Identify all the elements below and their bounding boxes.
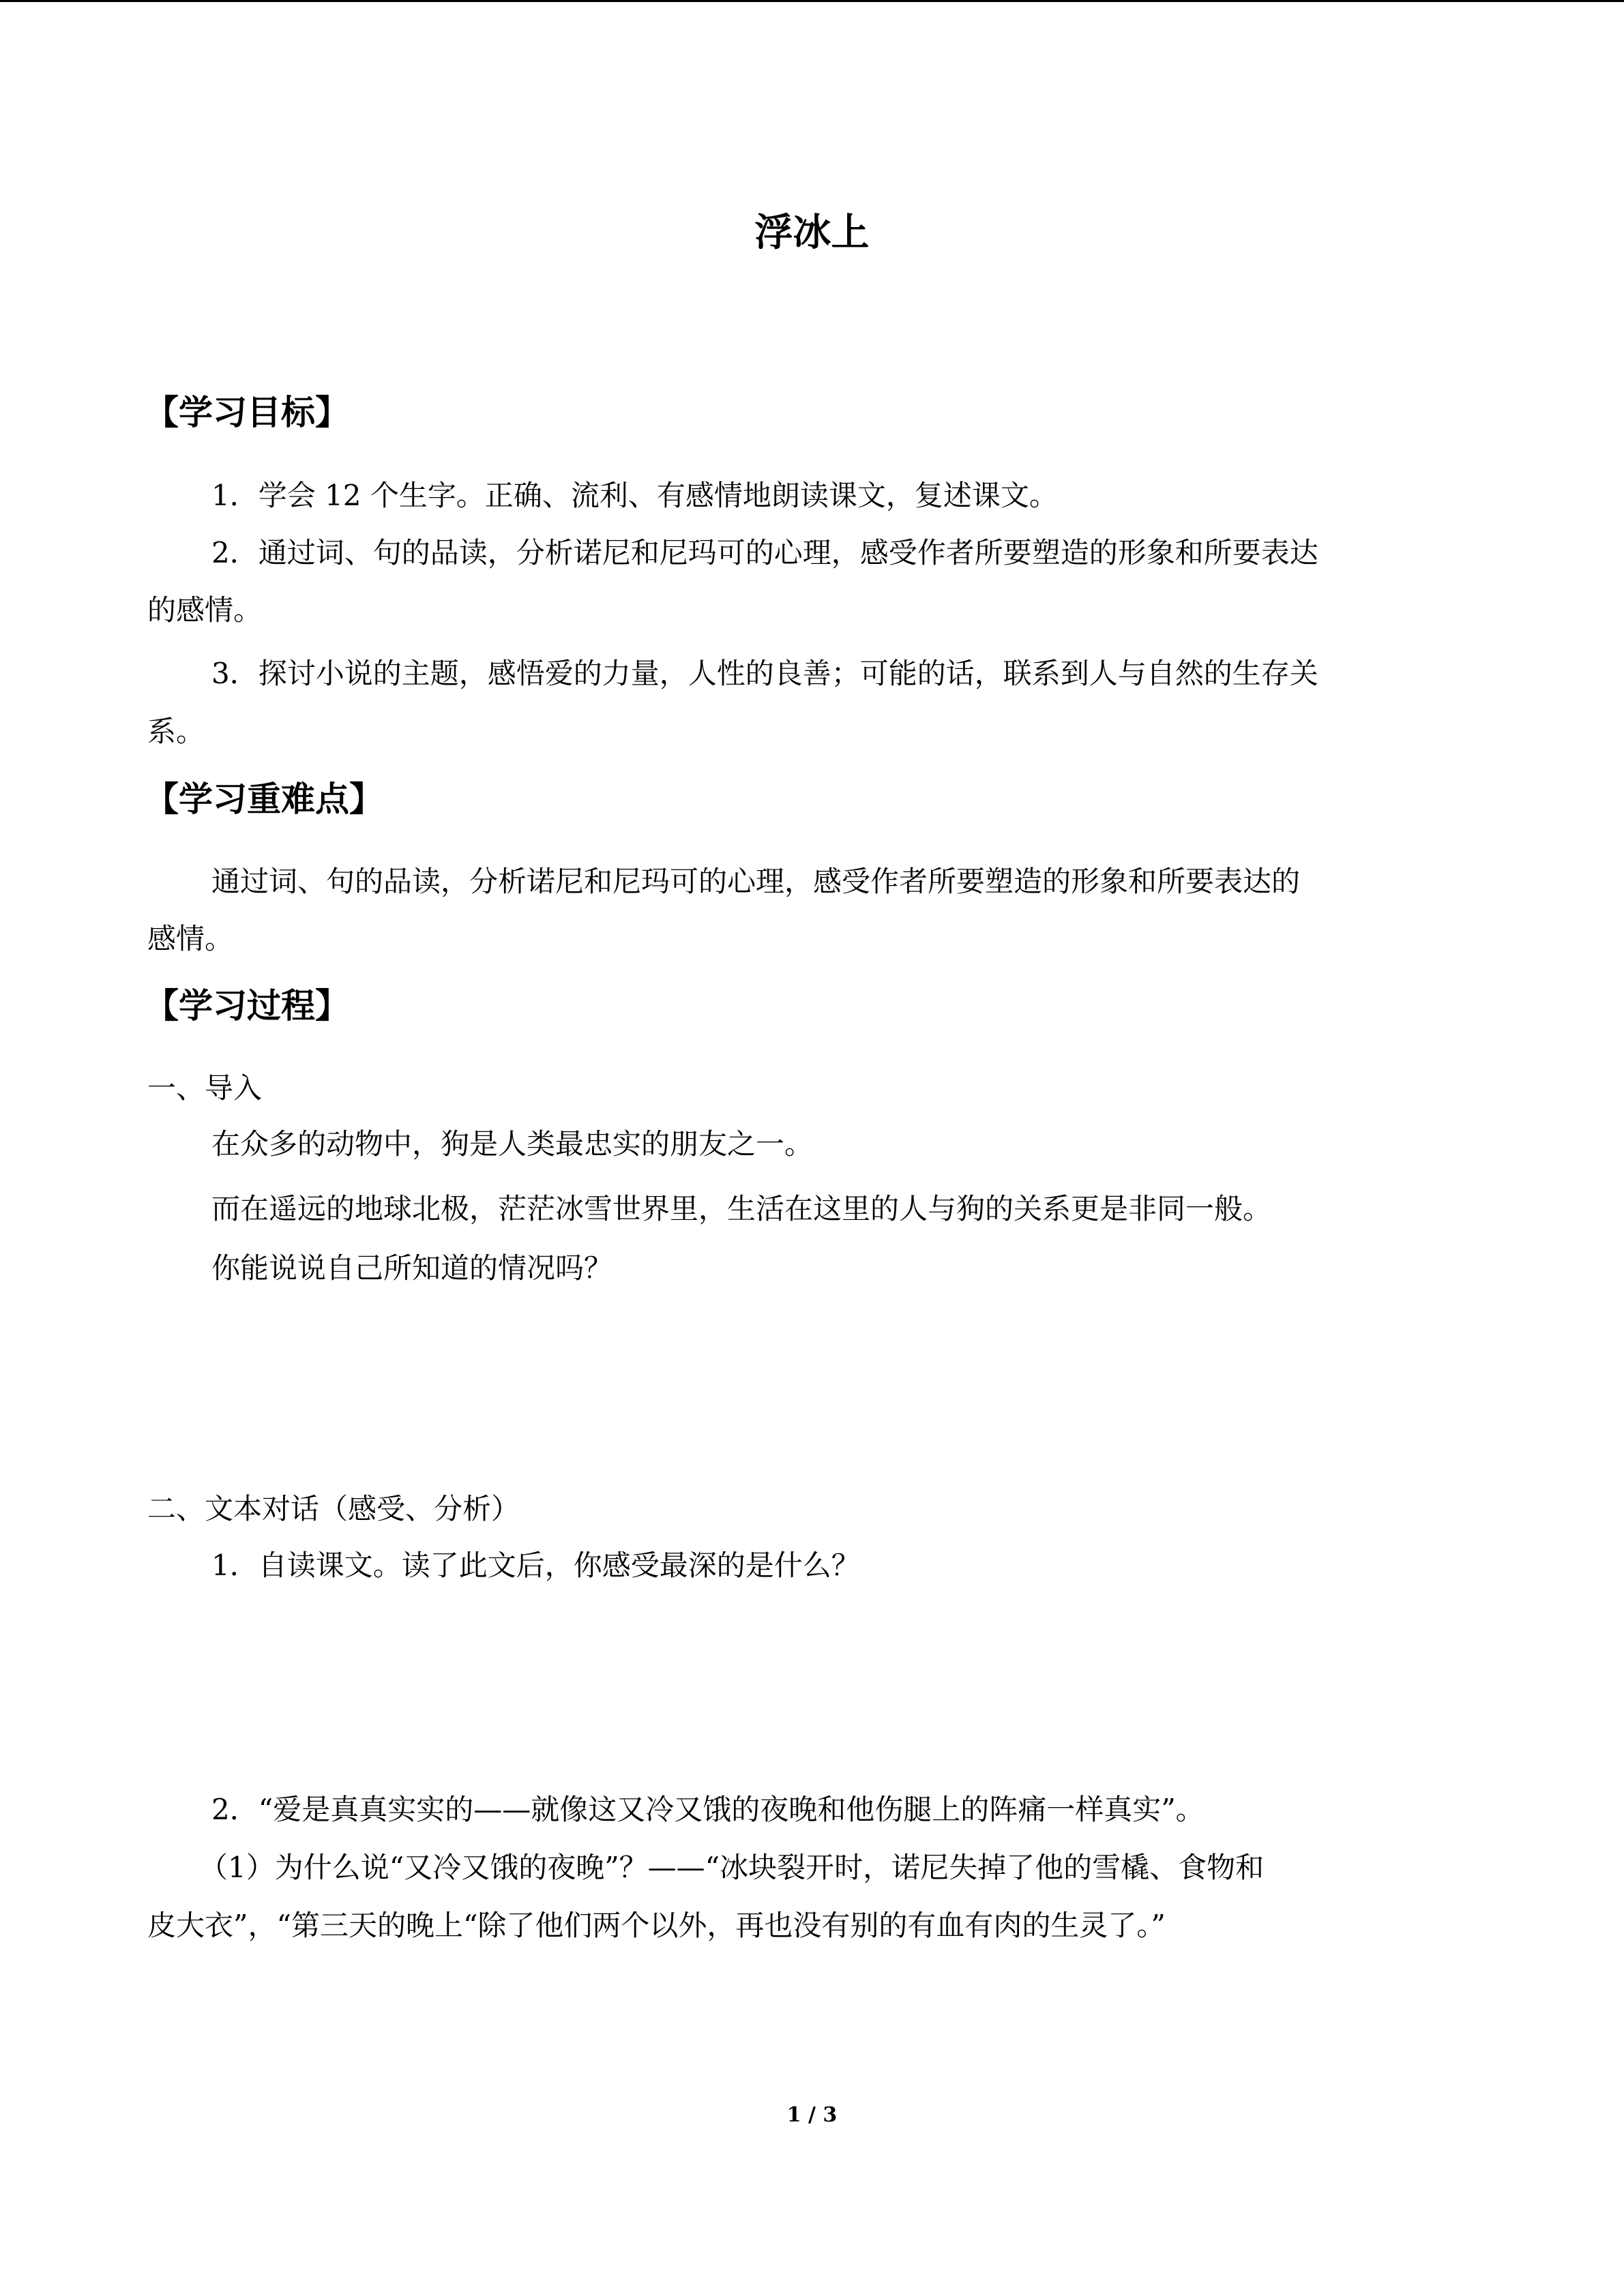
part1-line-3: 你能说说自己所知道的情况吗？ bbox=[211, 1251, 613, 1285]
part2-question-1: 1．自读课文。读了此文后，你感受最深的是什么？ bbox=[211, 1549, 860, 1582]
document-title: 浮冰上 bbox=[754, 211, 870, 255]
top-border-line bbox=[0, 0, 1624, 2]
part2-q2-sub1-line-1: （1）为什么说“又冷又饿的夜晚”？——“冰块裂开时，诺尼失掉了他的雪橇、食物和 bbox=[199, 1851, 1265, 1884]
part2-title: 二、文本对话（感受、分析） bbox=[147, 1492, 520, 1525]
keypoints-heading: 【学习重难点】 bbox=[145, 779, 383, 819]
part1-title: 一、导入 bbox=[147, 1071, 263, 1105]
goal-item-3-line-2: 系。 bbox=[147, 715, 205, 748]
part2-question-2: 2．“爱是真真实实的——就像这又冷又饿的夜晚和他伤腿上的阵痛一样真实”。 bbox=[211, 1793, 1205, 1826]
page-number: 1 / 3 bbox=[786, 2103, 838, 2127]
keypoints-line-2: 感情。 bbox=[147, 922, 234, 955]
part1-line-1: 在众多的动物中，狗是人类最忠实的朋友之一。 bbox=[211, 1127, 814, 1161]
part2-q2-sub1-line-2: 皮大衣”，“第三天的晚上“除了他们两个以外，再也没有别的有血有肉的生灵了。” bbox=[147, 1909, 1166, 1942]
goal-item-3-line-1: 3．探讨小说的主题，感悟爱的力量，人性的良善；可能的话，联系到人与自然的生存关 bbox=[211, 657, 1318, 690]
goals-heading: 【学习目标】 bbox=[145, 393, 349, 432]
goal-item-1: 1．学会 12 个生字。正确、流利、有感情地朗读课文，复述课文。 bbox=[211, 479, 1058, 512]
goal-item-2-line-1: 2．通过词、句的品读，分析诺尼和尼玛可的心理，感受作者所要塑造的形象和所要表达 bbox=[211, 536, 1318, 569]
keypoints-line-1: 通过词、句的品读，分析诺尼和尼玛可的心理，感受作者所要塑造的形象和所要表达的 bbox=[211, 865, 1301, 898]
process-heading: 【学习过程】 bbox=[145, 986, 349, 1026]
goal-item-2-line-2: 的感情。 bbox=[147, 593, 263, 627]
part1-line-2: 而在遥远的地球北极，茫茫冰雪世界里，生活在这里的人与狗的关系更是非同一般。 bbox=[211, 1192, 1272, 1225]
